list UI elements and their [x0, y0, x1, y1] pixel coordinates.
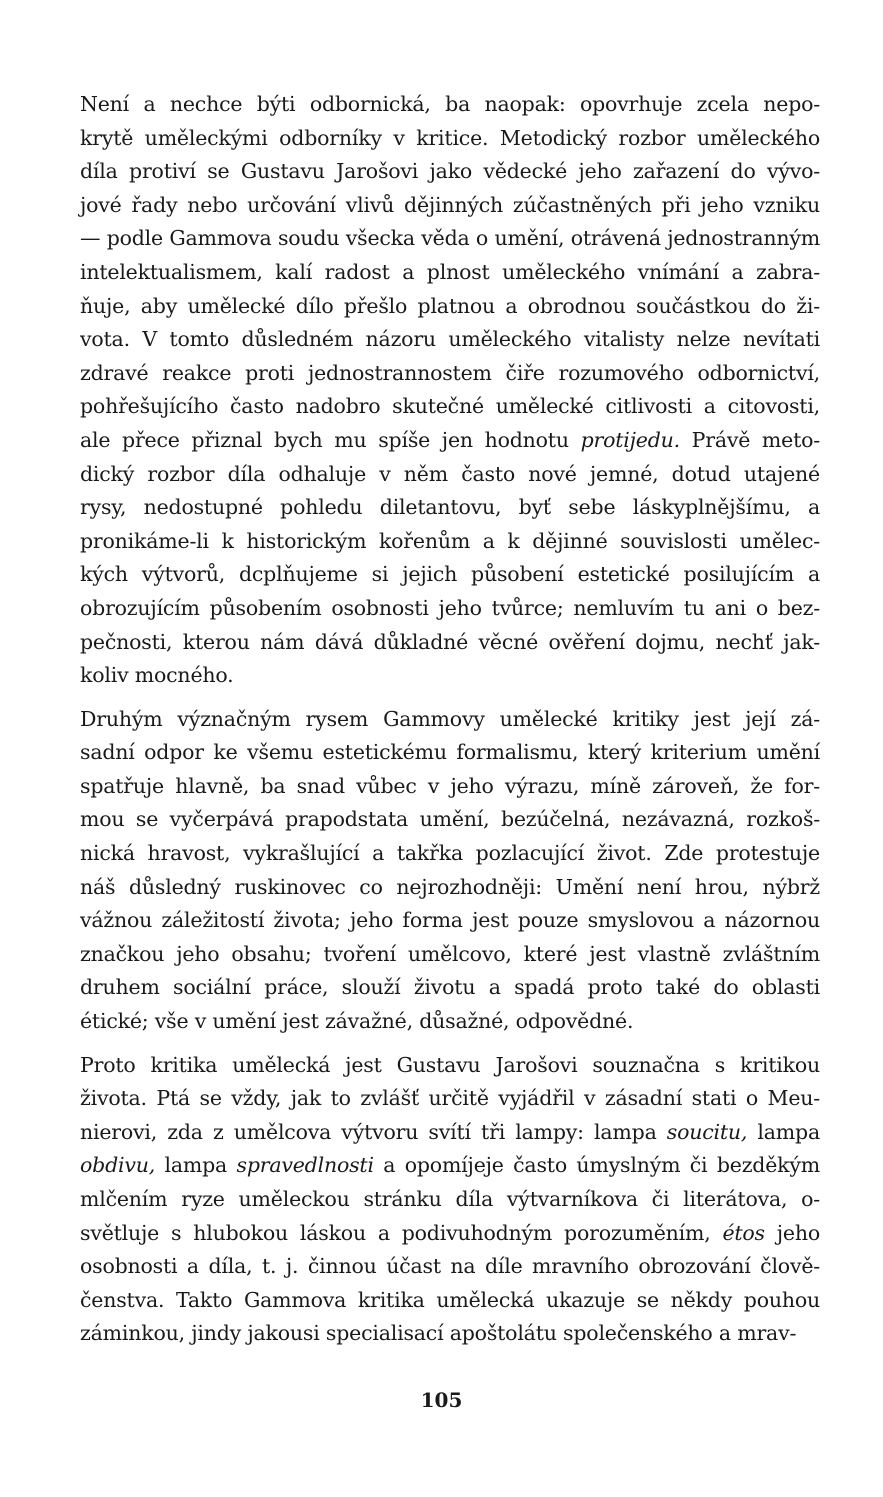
text-run: jové řady nebo určování vlivů dějinných zúčastněných při jeho vzniku: [80, 192, 820, 217]
text-line: [80, 357, 820, 391]
text-run: a opomíjeje často úmyslným či bezděkým: [373, 1153, 820, 1178]
text-run: Proto kritika umělecká jest Gustavu Jarošovi souznačna s kritikou: [80, 1052, 820, 1077]
text-line: [80, 659, 820, 693]
text-run: čenstva. Takto Gammova kritika umělecká ukazuje se někdy pouhou: [80, 1287, 820, 1312]
text-run: ňuje, aby umělecké dílo přešlo platnou a obrodnou součástkou do ži-: [80, 293, 820, 318]
text-line: [80, 491, 820, 525]
text-run: Druhým význačným rysem Gammovy umělecké kritiky jest její zá-: [80, 706, 820, 731]
text-line: [80, 592, 820, 626]
text-line: [80, 1183, 820, 1217]
text-run: sadní odpor ke všemu estetickému formalismu, který kriterium umění: [80, 740, 820, 765]
text-run: mou se vyčerpává prapodstata umění, bezúčelná, nezávazná, rozkoš-: [80, 807, 820, 832]
emphasized-text: étos: [722, 1220, 765, 1245]
text-line: [80, 1082, 820, 1116]
emphasized-text: soucitu,: [666, 1119, 748, 1144]
text-run: světluje s hlubokou láskou a podivuhodným porozuměním,: [80, 1220, 723, 1245]
text-run: — podle Gammova soudu všecka věda o umění, otrávená jednostranným: [80, 226, 820, 251]
text-line: [80, 1284, 820, 1318]
text-run: vota. V tomto důsledném názoru uměleckého vitalisty nelze nevítati: [80, 327, 820, 352]
text-line: [80, 1149, 820, 1183]
text-line: [80, 88, 820, 122]
text-line: [80, 222, 820, 256]
text-run: kých výtvorů, dcplňujeme si jejich působení estetické posilujícím a: [80, 562, 820, 587]
text-line: [80, 122, 820, 156]
paragraph: [80, 88, 820, 693]
text-run: náš důsledný ruskinovec co nejrozhodněji: Umění není hrou, nýbrž: [80, 874, 820, 899]
text-run: koliv mocného.: [80, 663, 234, 688]
text-run: dický rozbor díla odhaluje v něm často nové jemné, dotud utajené: [80, 461, 820, 486]
text-run: druhem sociální práce, slouží životu a spadá proto také do oblasti: [80, 975, 820, 1000]
text-line: [80, 703, 820, 737]
text-line: [80, 458, 820, 492]
text-line: [80, 770, 820, 804]
paragraph: [80, 703, 820, 1039]
text-line: [80, 1005, 820, 1039]
text-run: Není a nechce býti odbornická, ba naopak: opovrhuje zcela nepo-: [80, 92, 820, 116]
text-line: [80, 1250, 820, 1284]
text-run: rysy, nedostupné pohledu diletantovu, byť sebe láskyplnějšímu, a: [80, 495, 820, 520]
text-line: [80, 871, 820, 905]
text-run: ale přece přiznal bych mu spíše jen hodnotu: [80, 427, 581, 452]
text-run: mlčením ryze uměleckou stránku díla výtvarníkova či literátova, o-: [80, 1187, 820, 1211]
text-line: [80, 558, 820, 592]
text-run: značkou jeho obsahu; tvoření umělcovo, které jest vlastně zvláštním: [80, 941, 820, 966]
text-run: lampa: [747, 1119, 820, 1144]
text-run: jeho: [764, 1220, 820, 1245]
paragraph: [80, 1049, 820, 1351]
text-run: étické; vše v umění jest závažné, důsažné, odpovědné.: [80, 1009, 634, 1034]
text-line: [80, 1049, 820, 1083]
text-run: nická hravost, vykrašlující a takřka pozlacující život. Zde protestuje: [80, 841, 820, 866]
emphasized-text: protijedu.: [580, 427, 680, 452]
text-run: pohřešujícího často nadobro skutečné umělecké citlivosti a citovosti,: [80, 394, 820, 419]
text-line: [80, 837, 820, 871]
text-line: [80, 1217, 820, 1251]
text-line: [80, 938, 820, 972]
text-run: intelektualismem, kalí radost a plnost uměleckého vnímání a zabra-: [80, 259, 820, 284]
page-body: [80, 88, 820, 1361]
text-run: osobnosti a díla, t. j. činnou účast na díle mravního obrozování člově-: [80, 1254, 820, 1279]
emphasized-text: obdivu,: [80, 1153, 156, 1178]
text-run: krytě uměleckými odborníky v kritice. Metodický rozbor uměleckého: [80, 125, 820, 150]
text-line: [80, 424, 820, 458]
text-run: vážnou záležitostí života; jeho forma jest pouze smyslovou a názornou: [80, 908, 820, 933]
text-run: nierovi, zda z umělcova výtvoru svítí tři lampy: lampa: [80, 1119, 667, 1144]
emphasized-text: spravedlnosti: [236, 1153, 374, 1178]
text-line: [80, 323, 820, 357]
text-run: zdravé reakce proti jednostrannostem čiře rozumového odbornictví,: [80, 360, 820, 385]
text-run: pronikáme-li k historickým kořenům a k dějinné souvislosti umělec-: [80, 528, 820, 553]
text-line: [80, 1116, 820, 1150]
text-line: [80, 971, 820, 1005]
text-line: [80, 736, 820, 770]
text-run: záminkou, jindy jakousi specialisací apoštolátu společenského a mrav-: [80, 1321, 797, 1346]
text-line: [80, 290, 820, 324]
text-run: díla protiví se Gustavu Jarošovi jako vědecké jeho zařazení do vývo-: [80, 159, 820, 184]
text-line: [80, 525, 820, 559]
text-run: obrozujícím působením osobnosti jeho tvůrce; nemluvím tu ani o bez-: [80, 595, 820, 620]
text-line: [80, 803, 820, 837]
text-line: [80, 256, 820, 290]
text-line: [80, 189, 820, 223]
text-run: lampa: [155, 1153, 237, 1178]
text-line: [80, 626, 820, 660]
text-line: [80, 1317, 820, 1351]
text-line: [80, 904, 820, 938]
text-run: spatřuje hlavně, ba snad vůbec v jeho výrazu, míně zároveň, že for-: [80, 773, 820, 798]
text-run: Právě meto-: [679, 427, 820, 452]
text-run: pečnosti, kterou nám dává důkladné věcné ověření dojmu, nechť jak-: [80, 629, 820, 654]
text-line: [80, 390, 820, 424]
text-line: [80, 155, 820, 189]
text-run: života. Ptá se vždy, jak to zvlášť určitě vyjádřil v zásadní stati o Meu-: [80, 1086, 820, 1111]
page-number: 105: [420, 1388, 463, 1412]
